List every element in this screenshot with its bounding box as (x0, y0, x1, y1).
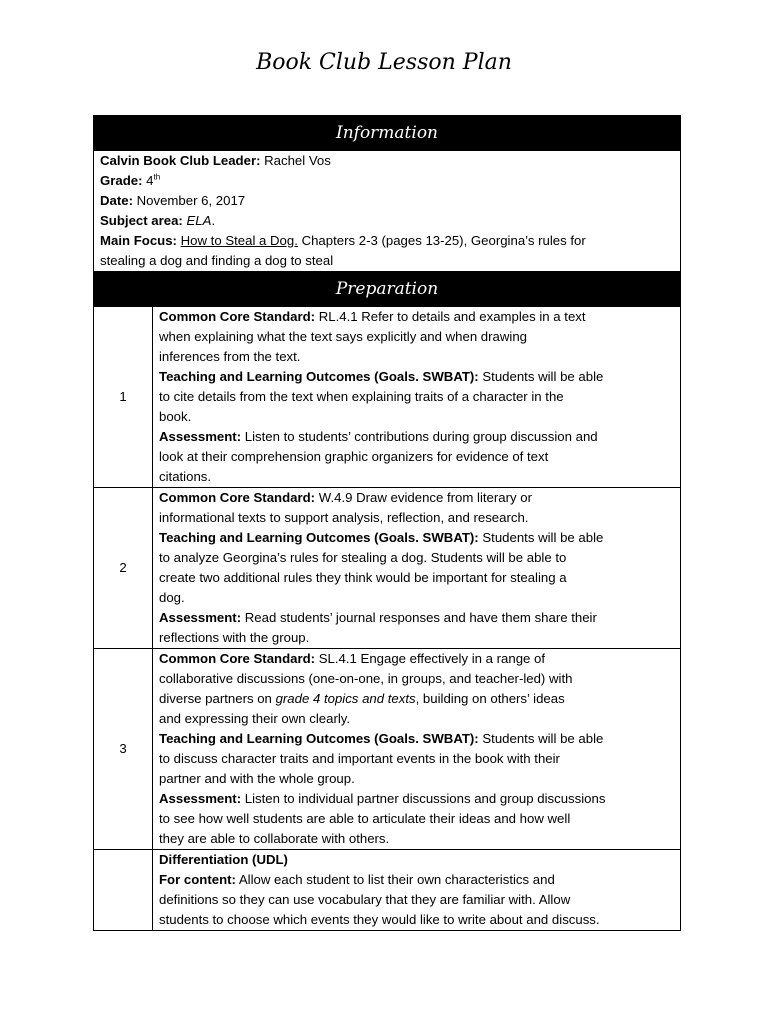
row-details (153, 649, 681, 850)
ccs-text: informational texts to support analysis, reflection, and research. (159, 510, 529, 525)
focus-line-2: stealing a dog and finding a dog to steal (100, 253, 334, 268)
outcomes-label: Teaching and Learning Outcomes (Goals. SWBAT): (159, 530, 479, 545)
focus-book-title: How to Steal a Dog. (180, 233, 298, 248)
assessment-text: reflections with the group. (159, 630, 310, 645)
information-cell (94, 151, 681, 272)
assessment-line (159, 608, 680, 628)
outcomes-text: partner and with the whole group. (159, 771, 355, 786)
standard-row (94, 649, 681, 850)
outcomes-text: Students will be able (478, 731, 604, 746)
lesson-plan-table (93, 115, 681, 931)
outcomes-label: Teaching and Learning Outcomes (Goals. SWBAT): (159, 369, 479, 384)
assessment-text: Read students’ journal responses and have them share their (241, 610, 597, 625)
content-text: Allow each student to list their own characteristics and (235, 872, 555, 887)
differentiation-blank-cell (94, 850, 153, 931)
focus-label: Main Focus: (100, 233, 177, 248)
information-row (94, 151, 681, 272)
focus-line (100, 231, 680, 251)
assessment-text: to see how well students are able to articulate their ideas and how well (159, 811, 571, 826)
standard-row (94, 307, 681, 488)
date-label: Date: (100, 193, 133, 208)
row-details (153, 307, 681, 488)
leader-value: Rachel Vos (260, 153, 331, 168)
ccs-emphasis: grade 4 topics and texts (275, 691, 416, 706)
ccs-text: when explaining what the text says explicitly and when drawing (159, 329, 527, 344)
row-details (153, 488, 681, 649)
outcomes-line (159, 367, 680, 387)
assessment-text: citations. (159, 469, 212, 484)
focus-value-1: Chapters 2-3 (pages 13-25), Georgina’s rules for (297, 233, 586, 248)
outcomes-text: create two additional rules they think would be important for stealing a (159, 570, 567, 585)
outcomes-text: to analyze Georgina’s rules for stealing a dog. Students will be able to (159, 550, 567, 565)
subject-line (100, 211, 680, 231)
ccs-text: SL.4.1 Engage effectively in a range of (315, 651, 546, 666)
assessment-line (159, 789, 680, 809)
standard-row (94, 488, 681, 649)
page-title: Book Club Lesson Plan (256, 50, 512, 75)
leader-line (100, 151, 680, 171)
content-text: students to choose which events they would like to write about and discuss. (159, 912, 600, 927)
ccs-line (159, 488, 680, 508)
ccs-line (159, 649, 680, 669)
assessment-label: Assessment: (159, 791, 242, 806)
outcomes-text: to cite details from the text when explaining traits of a character in the (159, 389, 564, 404)
outcomes-text: book. (159, 409, 192, 424)
ccs-text: diverse partners on (159, 691, 276, 706)
outcomes-text: dog. (159, 590, 185, 605)
outcomes-label: Teaching and Learning Outcomes (Goals. SWBAT): (159, 731, 479, 746)
subject-label: Subject area: (100, 213, 183, 228)
ccs-label: Common Core Standard: (159, 309, 316, 324)
assessment-text: look at their comprehension graphic organizers for evidence of text (159, 449, 549, 464)
ccs-line-3 (159, 689, 680, 709)
differentiation-row (94, 850, 681, 931)
date-value: November 6, 2017 (132, 193, 246, 208)
assessment-text: Listen to individual partner discussions and group discussions (241, 791, 606, 806)
leader-label: Calvin Book Club Leader: (100, 153, 261, 168)
grade-line (100, 171, 680, 191)
assessment-label: Assessment: (159, 429, 242, 444)
differentiation-details (153, 850, 681, 931)
preparation-header-row (94, 272, 681, 307)
outcomes-line (159, 729, 680, 749)
content-label: For content: (159, 872, 236, 887)
information-header: Information (94, 116, 681, 151)
assessment-text: they are able to collaborate with others. (159, 831, 390, 846)
ccs-text: and expressing their own clearly. (159, 711, 351, 726)
assessment-label: Assessment: (159, 610, 242, 625)
content-text: definitions so they can use vocabulary that they are familiar with. Allow (159, 892, 571, 907)
information-header-row (94, 116, 681, 151)
ccs-text: W.4.9 Draw evidence from literary or (315, 490, 532, 505)
grade-suffix: th (153, 172, 161, 182)
ccs-text: RL.4.1 Refer to details and examples in a text (315, 309, 586, 324)
assessment-line (159, 427, 680, 447)
outcomes-text: to discuss character traits and important events in the book with their (159, 751, 560, 766)
ccs-label: Common Core Standard: (159, 651, 316, 666)
outcomes-text: Students will be able (478, 530, 604, 545)
preparation-header: Preparation (94, 272, 681, 307)
row-number: 3 (94, 649, 153, 850)
assessment-text: Listen to students’ contributions during group discussion and (241, 429, 598, 444)
subject-value: ELA (186, 213, 212, 228)
row-number: 1 (94, 307, 153, 488)
outcomes-text: Students will be able (478, 369, 604, 384)
grade-value: 4 (142, 173, 154, 188)
subject-period: . (211, 213, 216, 228)
date-line (100, 191, 680, 211)
row-number: 2 (94, 488, 153, 649)
ccs-text: , building on others’ ideas (415, 691, 565, 706)
outcomes-line (159, 528, 680, 548)
ccs-label: Common Core Standard: (159, 490, 316, 505)
content-line (159, 870, 680, 890)
ccs-line (159, 307, 680, 327)
differentiation-heading: Differentiation (UDL) (159, 852, 288, 867)
ccs-text: inferences from the text. (159, 349, 301, 364)
ccs-text: collaborative discussions (one-on-one, in groups, and teacher-led) with (159, 671, 573, 686)
grade-label: Grade: (100, 173, 143, 188)
